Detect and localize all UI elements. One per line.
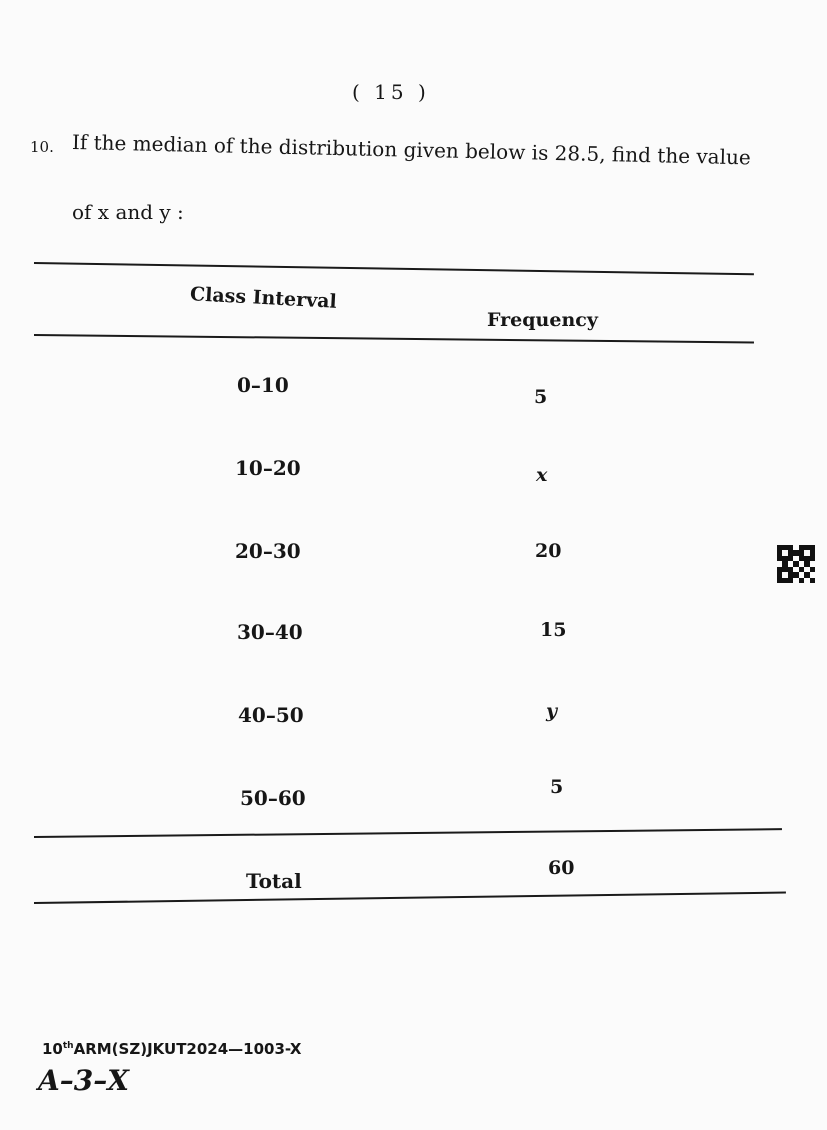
header-class-interval: Class Interval bbox=[189, 283, 338, 313]
page-number: ( 15 ) bbox=[352, 80, 430, 104]
row-frequency: 5 bbox=[550, 776, 564, 798]
total-label: Total bbox=[246, 869, 302, 893]
row-frequency: x bbox=[536, 464, 548, 486]
table-total-top-rule bbox=[34, 828, 782, 838]
question-text-line-2: of x and y : bbox=[72, 200, 184, 224]
paper-code: 10thARM(SZ)JKUT2024—1003-X bbox=[42, 1040, 302, 1058]
qr-code-icon bbox=[777, 545, 815, 583]
question-text-line-1: If the median of the distribution given below is 28.5, find the value bbox=[71, 130, 752, 170]
header-frequency: Frequency bbox=[487, 309, 598, 331]
table-top-rule bbox=[34, 262, 754, 275]
row-interval: 10–20 bbox=[235, 456, 301, 480]
row-frequency: y bbox=[546, 700, 558, 722]
row-interval: 0–10 bbox=[237, 373, 289, 397]
row-interval: 20–30 bbox=[235, 539, 301, 563]
row-interval: 50–60 bbox=[240, 786, 306, 810]
row-interval: 30–40 bbox=[237, 620, 303, 644]
question-number: 10. bbox=[30, 138, 54, 156]
table-bottom-rule bbox=[34, 892, 786, 904]
row-frequency: 5 bbox=[534, 386, 548, 408]
row-interval: 40–50 bbox=[238, 703, 304, 727]
paper-set: A–3–X bbox=[38, 1064, 129, 1097]
table-header-rule bbox=[34, 334, 754, 344]
row-frequency: 20 bbox=[535, 540, 562, 562]
total-value: 60 bbox=[548, 857, 575, 879]
row-frequency: 15 bbox=[540, 619, 567, 641]
